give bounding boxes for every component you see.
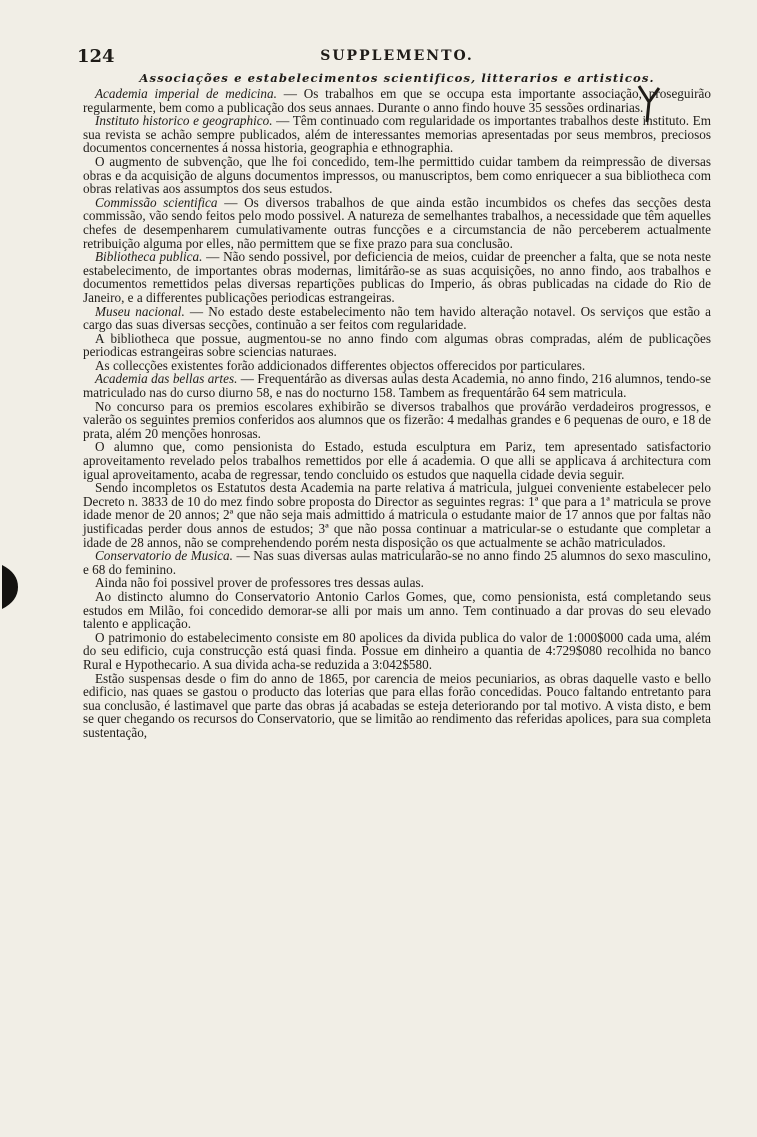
paragraph-lead: Bibliotheca publica. <box>95 249 203 265</box>
paragraph-text: — Não sendo possivel, por deficiencia de meios, cuidar de preencher a falta, que se nota neste estabelecimento, de importantes obras modernas, limitárão-se as suas acquisições, no anno findo, aos trabalhos e documentos remettidos pelas diversas repartições publicas do Imperio, ás obras publicadas na cidade do Rio de Janeiro, e a differentes publicações periodicas estrangeiras. <box>83 249 711 305</box>
paragraph-text: O augmento de subvenção, que lhe foi concedido, tem-lhe permittido cuidar tambem da reimpressão de diversas obras e da acquisição de alguns documentos impressos, ou manuscriptos, bem como enriquecer a sua bibliotheca com obras relativas aos assumptos dos seus estudos. <box>83 153 711 197</box>
paragraph-text: — Têm continuado com regularidade os importantes trabalhos deste instituto. Em sua revista se achão sempre publicados, além de interessantes memorias apresentadas por seus membros, preciosos documentos concernentes á nossa historia, geographia e ethnographia. <box>83 113 711 156</box>
paragraph-text: As collecções existentes forão addicionados differentes objectos offerecidos por particulares. <box>95 357 586 373</box>
paragraph-text: — Os diversos trabalhos de que ainda estão incumbidos os chefes das secções desta commissão, vão sendo feitos pelo modo possivel. A natureza de semelhantes trabalhos, a necessidade que têm aquelles chefes de desempenharem cumulativamente outras funcções e a circumstancia de não perceberem actualmente retribuição alguma por elles, não permittem que se fixe prazo para sua conclusão. <box>83 194 711 251</box>
paragraph <box>83 481 711 549</box>
ink-mark-icon <box>635 84 665 124</box>
paragraph <box>83 250 711 304</box>
paragraph <box>83 576 711 590</box>
body-text <box>83 87 711 740</box>
paragraph-lead: Commissão scientifica <box>95 194 218 210</box>
paragraph-text: O patrimonio do estabelecimento consiste em 80 apolices da divida publica do valor de 1:000$000 cada uma, além do seu edificio, cuja construcção está quasi finda. Possue em dinheiro a quantia de 4:729$080 recolhida no banco Rural e Hypothecario. A sua divida acha-se reduzida a 3:042$580. <box>83 629 711 672</box>
binding-hole-mark <box>0 563 20 611</box>
paragraph <box>83 672 711 740</box>
paragraph-text: O alumno que, como pensionista do Estado, estuda esculptura em Pariz, tem apresentado satisfactorio aproveitamento revelado pelos trabalhos remettidos por elle á academia. O que alli se applicava á architectura com igual aproveitamento, acaba de regressar, tendo concluido os estudos que naquella cidade devia seguir. <box>83 439 711 482</box>
paragraph-lead: Instituto historico e geographico. <box>95 113 273 129</box>
paragraph <box>83 400 711 441</box>
paragraph <box>83 631 711 672</box>
paragraph <box>83 372 711 399</box>
paragraph <box>83 549 711 576</box>
paragraph-text: A bibliotheca que possue, augmentou-se no anno findo com algumas obras compradas, além de publicações periodicas estrangeiras sobre sciencias naturaes. <box>83 330 711 360</box>
paragraph <box>83 590 711 631</box>
paragraph <box>83 155 711 196</box>
paragraph <box>83 332 711 359</box>
page-header <box>77 40 711 70</box>
paragraph <box>83 87 711 114</box>
paragraph <box>83 359 711 373</box>
running-title: SUPPLEMENTO. <box>320 48 474 64</box>
paragraph <box>83 305 711 332</box>
section-heading: Associações e estabelecimentos scientificos, litterarios e artisticos. <box>139 71 655 85</box>
paragraph-text: Estão suspensas desde o fim do anno de 1865, por carencia de meios pecuniarios, as obras daquelle vasto e bello edificio, nas quaes se gastou o producto das loterias que para ellas forão concedidas. Pouco faltando entretanto para sua conclusão, é lastimavel que parte das obras já acabadas se esteja deteriorando por tal motivo. A vista disto, e bem se quer chegando os recursos do Conservatorio, que se limitão ao rendimento das referidas apolices, para sua completa sustentação, <box>83 670 711 740</box>
page-number: 124 <box>77 46 115 67</box>
paragraph <box>83 440 711 481</box>
paragraph-text: — No estado deste estabelecimento não tem havido alteração notavel. Os serviços que estão a cargo das suas diversas secções, continuão a ser feitos com regularidade. <box>83 303 712 333</box>
paragraph-text: Sendo incompletos os Estatutos desta Academia na parte relativa á matricula, julguei conveniente estabelecer pelo Decreto n. 3833 de 10 do mez findo sobre proposta do Director as seguintes regras: 1ª que para a 1ª matricula se prove idade menor de 20 annos; 2ª que não seja mais admittido á matricula o estudante maior de 17 annos que por faltas não justificadas perder dous annos de estudos; 3ª que não possa continuar a matricular-se o estudante que completar a idade de 28 annos, não se comprehendendo porém nesta disposição os que actualmente se achão matriculados. <box>83 480 711 550</box>
paragraph <box>83 196 711 250</box>
paragraph-lead: Academia imperial de medicina. <box>95 86 277 101</box>
paragraph-text: No concurso para os premios escolares exhibirão se diversos trabalhos que provárão verdadeiros progressos, e valerão os seguintes premios conferidos aos alumnos que os fizerão: 4 medalhas grandes e 6 pequenas de ouro, e 18 de prata, além 20 menções honrosas. <box>83 398 711 441</box>
page-content <box>77 40 712 740</box>
paragraph-text: Ainda não foi possivel prover de professores tres dessas aulas. <box>95 575 424 591</box>
paragraph-text: — Nas suas diversas aulas matricularão-se no anno findo 25 alumnos do sexo masculino, e 68 do feminino. <box>83 548 712 577</box>
paragraph-text: — Os trabalhos em que se occupa esta importante associação, proseguirão regularmente, bem como a publicação dos seus annaes. Durante o anno findo houve 35 sessões ordinarias. <box>83 86 711 115</box>
paragraph-lead: Museu nacional. <box>95 303 185 319</box>
paragraph <box>83 114 711 155</box>
paragraph-text: Ao distincto alumno do Conservatorio Antonio Carlos Gomes, que, como pensionista, está completando seus estudos em Milão, foi concedido demorar-se alli por mais um anno. Tem continuado a dar provas do seu elevado talento e applicação. <box>83 588 711 632</box>
paragraph-lead: Conservatorio de Musica. <box>95 548 233 564</box>
paragraph-lead: Academia das bellas artes. <box>95 371 238 387</box>
paragraph-text: — Frequentárão as diversas aulas desta Academia, no anno findo, 216 alumnos, tendo-se matriculado nas do curso diurno 58, e nas do nocturno 158. Tambem as frequentárão 64 sem matricula. <box>83 371 711 401</box>
